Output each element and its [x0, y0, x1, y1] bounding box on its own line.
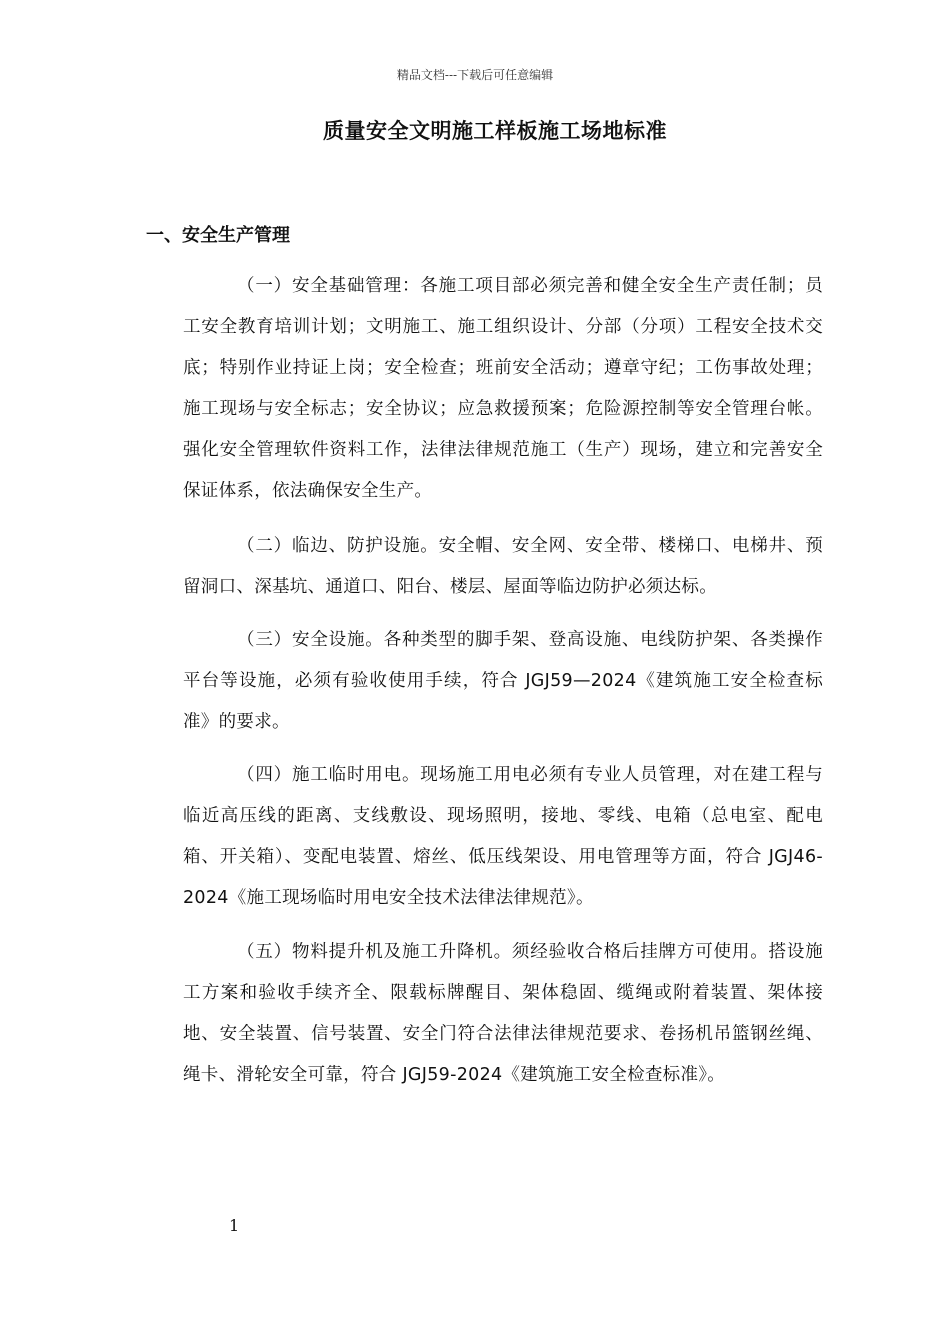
- paragraph-edge-protection: （二）临边、防护设施。安全帽、安全网、安全带、楼梯口、电梯井、预留洞口、深基坑、通道口、阳台、楼层、屋面等临边防护必须达标。: [183, 536, 823, 597]
- page-number: 1: [229, 1216, 240, 1235]
- document-title: 质量安全文明施工样板施工场地标准: [323, 119, 667, 143]
- section-heading: 一、安全生产管理: [146, 225, 290, 246]
- paragraph-safety-facilities: （三）安全设施。各种类型的脚手架、登高设施、电线防护架、各类操作平台等设施，必须有验收使用手续，符合 JGJ59—2024《建筑施工安全检查标准》的要求。: [183, 630, 823, 732]
- paragraph-hoists-and-elevators: （五）物料提升机及施工升降机。须经验收合格后挂牌方可使用。搭设施工方案和验收手续齐全、限载标牌醒目、架体稳固、缆绳或附着装置、架体接地、安全装置、信号装置、安全门符合法律法律规范要求、卷扬机吊篮钢丝绳、绳卡、滑轮安全可靠，符合 JGJ59-2024《建筑施工安全检查标准》。: [183, 942, 823, 1085]
- paragraph-temporary-electricity: （四）施工临时用电。现场施工用电必须有专业人员管理，对在建工程与临近高压线的距离、支线敷设、现场照明，接地、零线、电箱（总电室、配电箱、开关箱）、变配电装置、熔丝、低压线架设、用电管理等方面，符合 JGJ46-2024《施工现场临时用电安全技术法律法律规范》。: [183, 765, 823, 908]
- paragraph-safety-basic-management: （一）安全基础管理：各施工项目部必须完善和健全安全生产责任制；员工安全教育培训计划；文明施工、施工组织设计、分部（分项）工程安全技术交底；特别作业持证上岗；安全检查；班前安全活动；遵章守纪；工伤事故处理；施工现场与安全标志；安全协议；应急救援预案；危险源控制等安全管理台帐。强化安全管理软件资料工作，法律法律规范施工（生产）现场，建立和完善安全保证体系，依法确保安全生产。: [183, 276, 823, 501]
- header-note: 精品文档---下载后可任意编辑: [396, 68, 554, 82]
